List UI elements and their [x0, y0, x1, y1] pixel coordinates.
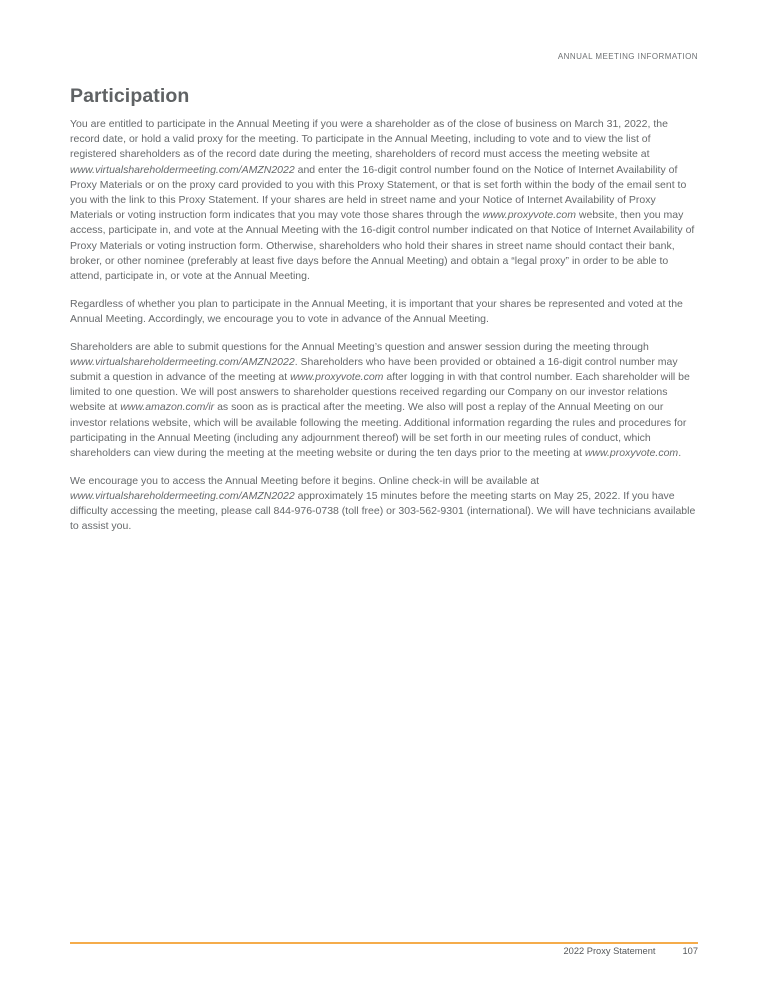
page-footer: [70, 946, 698, 956]
paragraph: [70, 297, 698, 327]
url-text: www.proxyvote.com: [584, 447, 679, 460]
footer-page-number: 107: [682, 946, 698, 956]
footer-doc-title: 2022 Proxy Statement: [563, 946, 656, 956]
body-text: website, then you may access, participate in, and vote at the Annual Meeting with the 16-digit control number indicated on that Notice of Internet Availability of Proxy Materials or voting instruction form. Otherwise, shareholders who hold their shares in street name should contact their bank, broker, or other nominee (preferably at least five days before the Annual Meeting) and obtain a “legal proxy” in order to be able to attend, participate in, or vote at the Annual Meeting.: [70, 209, 695, 283]
url-text: www.amazon.com/ir: [120, 401, 215, 414]
body-text: You are entitled to participate in the Annual Meeting if you were a shareholder as of the close of business on March 31, 2022, the record date, or hold a valid proxy for the meeting. To participate in the Annual Meeting, including to vote and to view the list of registered shareholders as of the record date during the meeting, shareholders of record must access the meeting website at: [70, 118, 668, 161]
url-text: www.virtualshareholdermeeting.com/AMZN2022: [70, 489, 295, 502]
body-content: [70, 117, 698, 547]
url-text: www.proxyvote.com: [290, 371, 384, 384]
paragraph: [70, 340, 698, 462]
body-text: .: [678, 447, 682, 460]
running-header-label: ANNUAL MEETING INFORMATION: [557, 52, 698, 61]
running-header: [70, 52, 698, 61]
url-text: www.virtualshareholdermeeting.com/AMZN2022: [70, 355, 295, 368]
body-text: Shareholders are able to submit questions for the Annual Meeting’s question and answer session during the meeting through: [70, 340, 649, 353]
body-text: and enter the 16-digit control number found on the Notice of Internet Availability of Proxy Materials or on the proxy card provided to you with this Proxy Statement, or that is set forth within the body of the email sent to you with the link to this Proxy Statement. If your shares are held in street name and your Notice of Internet Availability of Proxy Materials or voting instruction form indicates that you may vote those shares through the: [70, 163, 687, 222]
body-text: We encourage you to access the Annual Meeting before it begins. Online check-in will be available at: [70, 474, 540, 487]
url-text: www.proxyvote.com: [482, 209, 576, 222]
body-text: after logging in with that control number. Each shareholder will be limited to one question. We will post answers to shareholder questions received regarding our Company on our investor relations website at: [70, 371, 690, 414]
url-text: www.virtualshareholdermeeting.com/AMZN2022: [70, 163, 295, 176]
footer-divider: [70, 942, 698, 944]
body-text: as soon as is practical after the meeting. We also will post a replay of the Annual Meeting on our investor relations website, which will be available following the meeting. Additional information regarding the rules and procedures for participating in the Annual Meeting (including any adjournment thereof) will be set forth in our meeting rules of conduct, which shareholders can view during the meeting at the meeting website or during the ten days prior to the meeting at: [70, 401, 687, 460]
paragraph: [70, 474, 698, 535]
body-text: Regardless of whether you plan to participate in the Annual Meeting, it is important that your shares be represented and voted at the Annual Meeting. Accordingly, we encourage you to vote in advance of the Annual Meeting.: [70, 297, 683, 325]
page-title: Participation: [70, 85, 190, 107]
body-text: approximately 15 minutes before the meeting starts on May 25, 2022. If you have difficulty accessing the meeting, please call 844-976-0738 (toll free) or 303-562-9301 (international). We will have technicians available to assist you.: [70, 489, 696, 533]
paragraph: [70, 117, 698, 284]
body-text: . Shareholders who have been provided or obtained a 16-digit control number may submit a question in advance of the meeting at: [70, 355, 678, 384]
